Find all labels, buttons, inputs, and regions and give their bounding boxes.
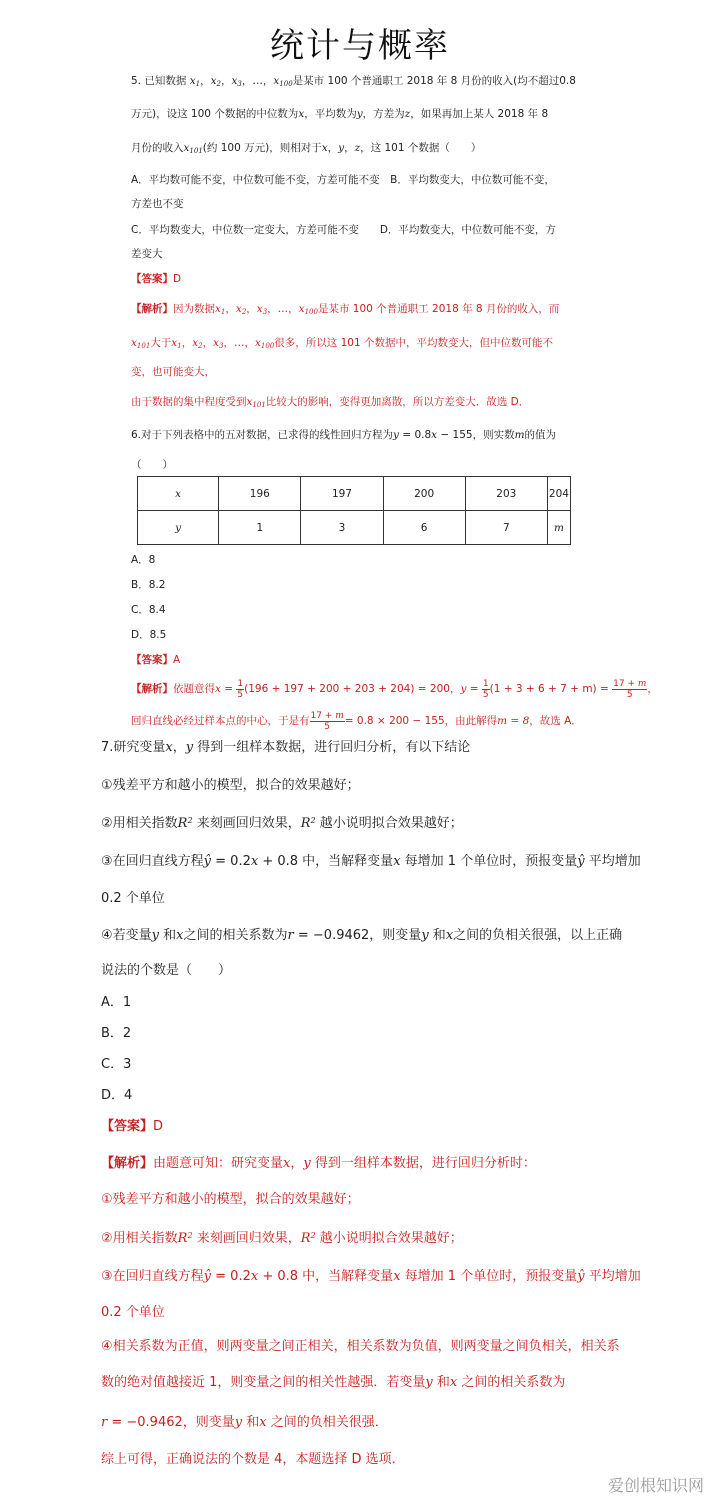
table-cell: 203 xyxy=(465,477,547,511)
table-cell: 6 xyxy=(383,511,465,545)
q5-explanation-1: 【解析】因为数据$x_1$，$x_2$，$x_3$，…，$x_{100}$是某市 100 个普通职工 2018 年 8 月份的收入，而 xyxy=(131,303,560,316)
q7-option-d: D．4 xyxy=(101,1088,133,1103)
table-cell: x xyxy=(138,477,219,511)
q7-explanation-1: 【解析】由题意可知：研究变量x，y 得到一组样本数据，进行回归分析时： xyxy=(101,1156,536,1171)
q5-option-a: A．平均数可能不变，中位数可能不变，方差可能不变 B．平均数变大，中位数可能不变， xyxy=(131,174,555,186)
q5-option-c-cont: 差变大 xyxy=(131,248,163,260)
q7-answer: 【答案】D xyxy=(101,1119,164,1134)
q5-line1: 5. 已知数据 $x_1$，$x_2$，$x_3$，…，$x_{100}$是某市 100 个普通职工 2018 年 8 月份的收入(均不超过0.8 xyxy=(131,75,576,88)
q5-explanation-4: 由于数据的集中程度受到$x_{101}$比较大的影响，变得更加离散，所以方差变大．故选 D． xyxy=(131,396,530,409)
q7-explanation-8: r = −0.9462，则变量y 和x 之间的负相关很强． xyxy=(101,1415,388,1430)
q7-explanation-7: 数的绝对值越接近 1，则变量之间的相关性越强．若变量y 和x 之间的相关系数为 xyxy=(101,1375,566,1390)
q7-line1: 7.研究变量x，y 得到一组样本数据，进行回归分析，有以下结论 xyxy=(101,740,471,755)
q6-option-d: D．8.5 xyxy=(131,629,167,641)
q6-option-b: B．8.2 xyxy=(131,579,166,591)
q7-statement-4: ④若变量y 和x之间的相关系数为r = −0.9462，则变量y 和x之间的负相关很强，以上正确 xyxy=(101,928,623,943)
q7-statement-3: ③在回归直线方程ŷ = 0.2x + 0.8 中，当解释变量x 每增加 1 个单位时，预报变量ŷ 平均增加 xyxy=(101,854,641,869)
q7-explanation-6: ④相关系数为正值，则两变量之间正相关，相关系数为负值，则两变量之间负相关，相关系 xyxy=(101,1339,620,1354)
q7-explanation-3: ②用相关指数$R^2$ 来刻画回归效果，$R^2$ 越小说明拟合效果越好； xyxy=(101,1231,463,1246)
q6-explanation-1: 【解析】依题意得x = $\frac{1}{5}$ (196 + 197 + 200 + 203 + 204) = 200，y = $\frac{1}{5}$ (1 + 3 + 6 + 7 + m) = $\frac{17 + m}{5}$ ， xyxy=(131,678,658,700)
q7-option-a: A．1 xyxy=(101,995,132,1010)
q7-statement-2: ②用相关指数$R^2$ 来刻画回归效果，$R^2$ 越小说明拟合效果越好； xyxy=(101,816,463,831)
watermark: 爱创根知识网 xyxy=(607,1476,704,1495)
q5-answer: 【答案】D xyxy=(131,273,182,285)
q5-line2: 万元)，设这 100 个数据的中位数为x，平均数为y，方差为z，如果再加上某人 2018 年 8 xyxy=(131,108,549,120)
q5-option-a-cont: 方差也不变 xyxy=(131,198,184,210)
q7-explanation-9: 综上可得，正确说法的个数是 4，本题选择 D 选项． xyxy=(101,1452,405,1467)
table-cell: 197 xyxy=(301,477,383,511)
table-cell: 200 xyxy=(383,477,465,511)
q5-option-c: C．平均数变大，中位数一定变大，方差可能不变 D．平均数变大，中位数可能不变，方 xyxy=(131,224,556,236)
table-cell: 1 xyxy=(219,511,301,545)
q7-explanation-2: ①残差平方和越小的模型，拟合的效果越好； xyxy=(101,1192,360,1207)
table-cell: y xyxy=(138,511,219,545)
table-cell: 204 xyxy=(547,477,570,511)
q7-statement-3-cont: 0.2 个单位 xyxy=(101,891,165,906)
q7-option-b: B．2 xyxy=(101,1026,132,1041)
q7-statement-1: ①残差平方和越小的模型，拟合的效果越好； xyxy=(101,778,360,793)
q6-line1: 6.对于下列表格中的五对数据，已求得的线性回归方程为y = 0.8x − 155，则实数m的值为 xyxy=(131,429,557,441)
q6-option-a: A．8 xyxy=(131,554,156,566)
table-cell: 196 xyxy=(219,477,301,511)
q7-explanation-5: 0.2 个单位 xyxy=(101,1305,165,1320)
q6-answer: 【答案】A xyxy=(131,654,181,666)
q5-line3: 月份的收入$x_{101}$(约 100 万元)，则相对于x，y，z，这 101 个数据（ ） xyxy=(131,142,482,155)
table-cell: 3 xyxy=(301,511,383,545)
page-title: 统计与概率 xyxy=(270,26,450,66)
q7-option-c: C．3 xyxy=(101,1057,132,1072)
q6-line2: （ ） xyxy=(131,459,173,471)
q7-explanation-4: ③在回归直线方程ŷ = 0.2x + 0.8 中，当解释变量x 每增加 1 个单位时，预报变量ŷ 平均增加 xyxy=(101,1269,641,1284)
q6-option-c: C．8.4 xyxy=(131,604,166,616)
q5-explanation-3: 变，也可能变大， xyxy=(131,366,215,378)
q5-explanation-2: $x_{101}$大于$x_1$，$x_2$，$x_3$，…，$x_{100}$很多，所以这 101 个数据中，平均数变大，但中位数可能不 xyxy=(131,337,553,350)
table-row xyxy=(138,477,571,511)
q7-statement-4-cont: 说法的个数是（ ） xyxy=(101,963,232,978)
q6-explanation-2: 回归直线必经过样本点的中心，于是有 $\frac{17 + m}{5}$ = 0.8 × 200 − 155，由此解得m = 8，故选 A． xyxy=(131,710,582,732)
table-cell: m xyxy=(547,511,570,545)
table-row xyxy=(138,511,571,545)
data-table xyxy=(137,476,571,545)
table-cell: 7 xyxy=(465,511,547,545)
